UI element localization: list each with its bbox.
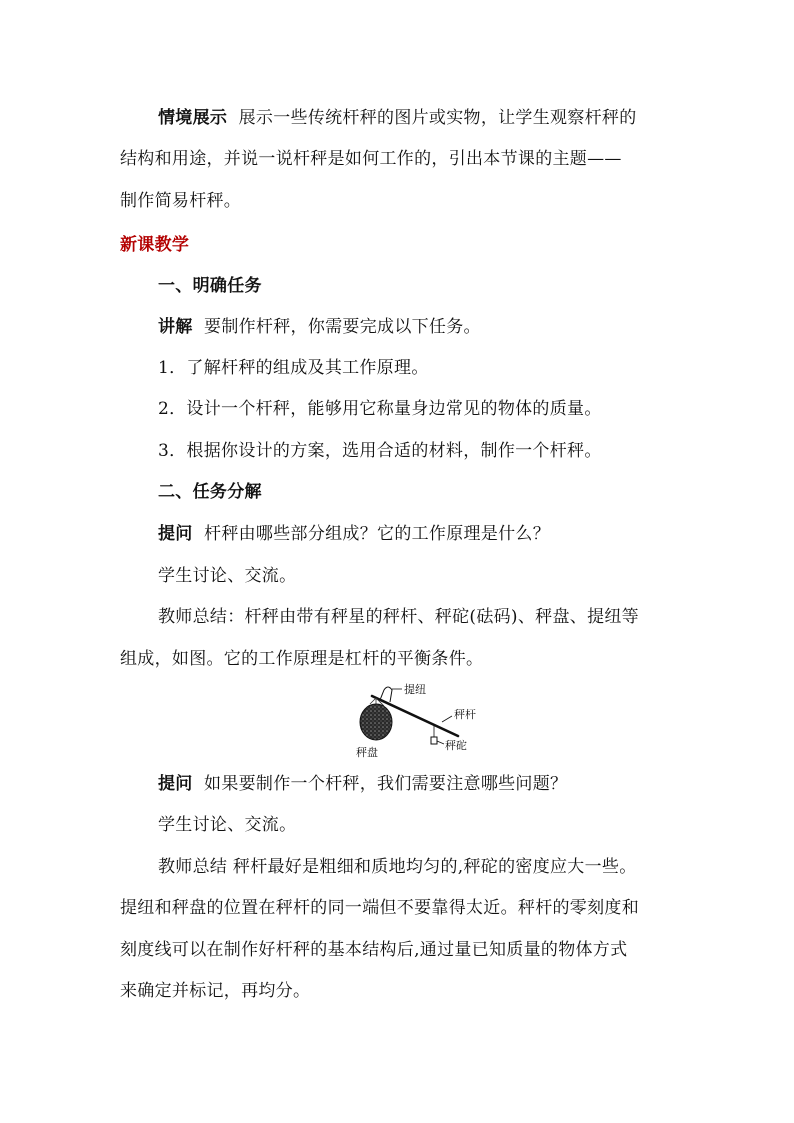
summary-1-line-1: 教师总结：杆秤由带有秤星的秤杆、秤砣(砝码)、秤盘、提纽等 <box>158 607 639 627</box>
pan-disc <box>360 704 392 740</box>
intro-line-1 <box>158 108 637 128</box>
task-item-1: 1．了解杆秤的组成及其工作原理。 <box>158 358 429 378</box>
summary-2-line-3: 刻度线可以在制作好杆秤的基本结构后,通过量已知质量的物体方式 <box>120 940 628 960</box>
steelyard-figure <box>350 678 490 762</box>
question-1-text: 杆秤由哪些部分组成？它的工作原理是什么？ <box>204 524 551 544</box>
discussion-2: 学生讨论、交流。 <box>158 815 297 835</box>
task-item-2: 2．设计一个杆秤，能够用它称量身边常见的物体的质量。 <box>158 399 602 419</box>
intro-label: 情境展示 <box>158 108 228 128</box>
intro-line-3: 制作简易杆秤。 <box>120 191 242 211</box>
part2-heading: 二、任务分解 <box>158 482 262 502</box>
intro-line-2: 结构和用途，并说一说杆秤是如何工作的，引出本节课的主题—— <box>120 149 622 169</box>
question-2 <box>158 774 567 794</box>
counterweight <box>431 737 437 744</box>
discussion-1: 学生讨论、交流。 <box>158 566 297 586</box>
question-1-label: 提问 <box>158 524 193 544</box>
weight-leader <box>437 741 444 744</box>
explain-line <box>158 317 481 337</box>
question-1 <box>158 524 550 544</box>
beam-leader <box>442 716 452 722</box>
summary-2-line-1: 教师总结 秤杆最好是粗细和质地均匀的,秤砣的密度应大一些。 <box>158 857 637 877</box>
question-2-text: 如果要制作一个杆秤，我们需要注意哪些问题？ <box>204 774 568 794</box>
summary-2-line-4: 来确定并标记，再均分。 <box>120 981 311 1001</box>
label-chengtuo: 秤砣 <box>445 739 467 752</box>
explain-label: 讲解 <box>158 317 193 337</box>
part1-heading: 一、明确任务 <box>158 276 262 296</box>
explain-text: 要制作杆秤，你需要完成以下任务。 <box>204 317 481 337</box>
question-2-label: 提问 <box>158 774 193 794</box>
section-title: 新课教学 <box>120 235 190 255</box>
summary-1-line-2: 组成，如图。它的工作原理是杠杆的平衡条件。 <box>120 649 484 669</box>
intro-text-1: 展示一些传统杆秤的图片或实物，让学生观察杆秤的 <box>238 108 637 128</box>
label-chenggan: 秤杆 <box>454 708 476 721</box>
summary-2-line-2: 提纽和秤盘的位置在秤杆的同一端但不要靠得太近。秤杆的零刻度和 <box>120 898 639 918</box>
label-tizhu: 提纽 <box>404 683 426 696</box>
label-chengpan: 秤盘 <box>356 746 378 759</box>
task-item-3: 3．根据你设计的方案，选用合适的材料，制作一个杆秤。 <box>158 441 602 461</box>
